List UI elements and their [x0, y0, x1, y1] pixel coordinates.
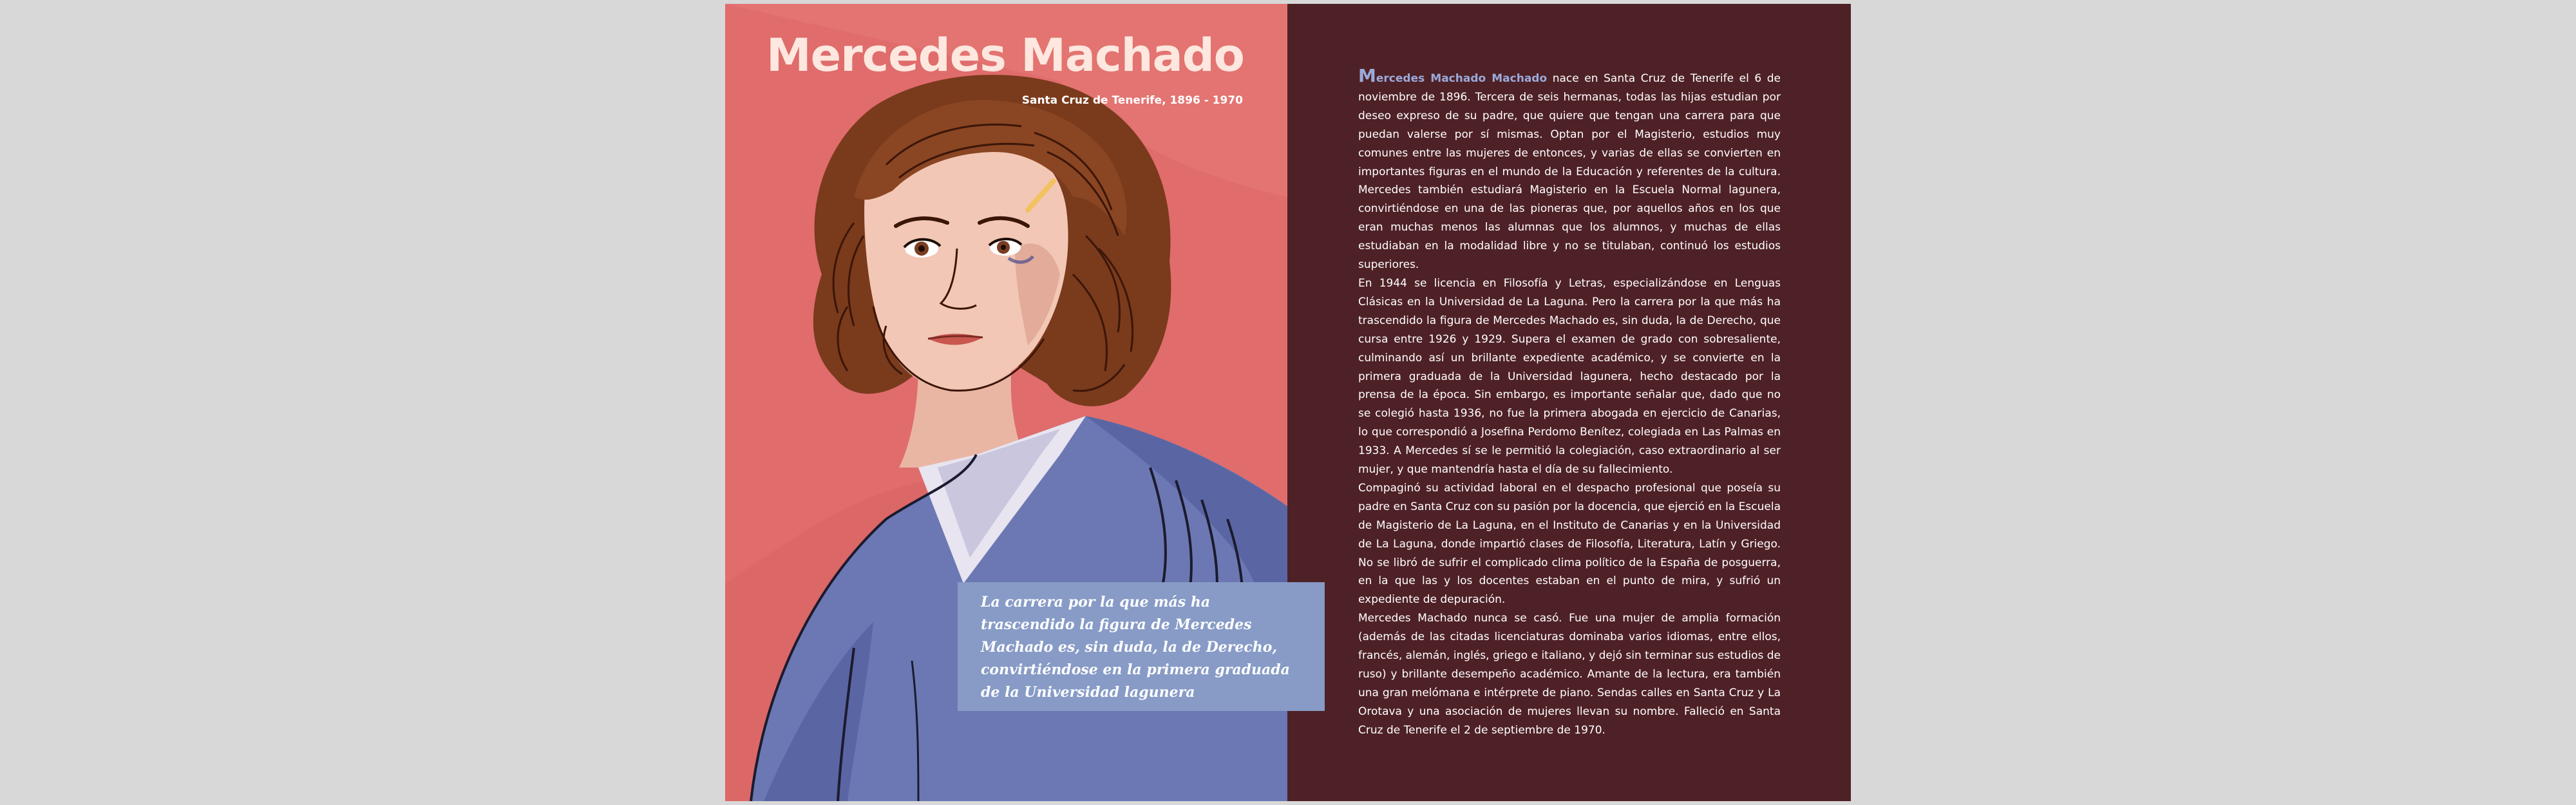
paragraph-1-text: nace en Santa Cruz de Tenerife el 6 de noviembre de 1896. Tercera de seis hermanas, todas las hijas estudian por deseo expreso de su padre, que quiere que tengan una carrera para que puedan valerse por sí mismas. Optan por el Magisterio, estudios muy comunes entre las mujeres de entonces, y varias de ellas se convierten en importantes figuras en el mundo de la Educación y referentes de la cultura. Mercedes también estudiará Magisterio en la Escuela Normal lagunera, convirtiéndose en una de las pioneras que, por aquellos años en los que eran muchas menos las alumnas que los alumnos, y muchas de ellas estudiaban en la modalidad libre y no se titulaban, continuó los estudios superiores. [1358, 72, 1781, 272]
right-page [1287, 4, 1851, 801]
pull-quote-box [958, 582, 1325, 711]
pull-quote: La carrera por la que más ha trascendido la figura de Mercedes Machado es, sin duda, la de Derecho, convirtiéndose en la primera graduada de la Universidad lagunera [981, 594, 1290, 701]
page-subtitle: Santa Cruz de Tenerife, 1896 - 1970 [1021, 94, 1243, 107]
book-spread [725, 4, 1851, 801]
dropcap: M [1358, 65, 1376, 86]
paragraph-1 [1358, 67, 1781, 274]
paragraph-3: Compaginó su actividad laboral en el despacho profesional que poseía su padre en Santa Cruz con su pasión por la docencia, que ejerció en la Escuela de Magisterio de La Laguna, en el Instituto de Canarias y en la Universidad de La Laguna, donde impartió clases de Filosofía, Literatura, Latín y Griego. No se libró de sufrir el complicado clima político de la España de posguerra, en la que las y los docentes estaban en el punto de mira, y sufrió un expediente de depuración. [1358, 481, 1781, 607]
biography-text [1358, 67, 1781, 740]
lead-name: ercedes Machado Machado [1376, 72, 1548, 85]
paragraph-2: En 1944 se licencia en Filosofía y Letras, especializándose en Lenguas Clásicas en la Universidad de La Laguna. Pero la carrera por la que más ha trascendido la figura de Mercedes Machado es, sin duda, la de Derecho, que cursa entre 1926 y 1929. Supera el examen de grado con sobresaliente, culminando así un brillante expediente académico, y se convierte en la primera graduada de la Universidad lagunera, hecho destacado por la prensa de la época. Sin embargo, es importante señalar que, dado que no se colegió hasta 1936, no fue la primera abogada en ejercicio de Canarias, lo que correspondió a Josefina Perdomo Benítez, colegiada en Las Palmas en 1933. A Mercedes sí se le permitió la colegiación, caso extraordinario al ser mujer, y que mantendría hasta el día de su fallecimiento. [1358, 276, 1781, 477]
page-title: Mercedes Machado [766, 29, 1244, 82]
paragraph-4: Mercedes Machado nunca se casó. Fue una mujer de amplia formación (además de las citadas licenciaturas dominaba varios idiomas, entre ellos, francés, alemán, inglés, griego e italiano, y dejó sin terminar sus estudios de ruso) y brillante desempeño académico. Amante de la lectura, era también una gran melómana e intérprete de piano. Sendas calles en Santa Cruz y La Orotava y una asociación de mujeres llevan su nombre. Falleció en Santa Cruz de Tenerife el 2 de septiembre de 1970. [1358, 612, 1781, 737]
